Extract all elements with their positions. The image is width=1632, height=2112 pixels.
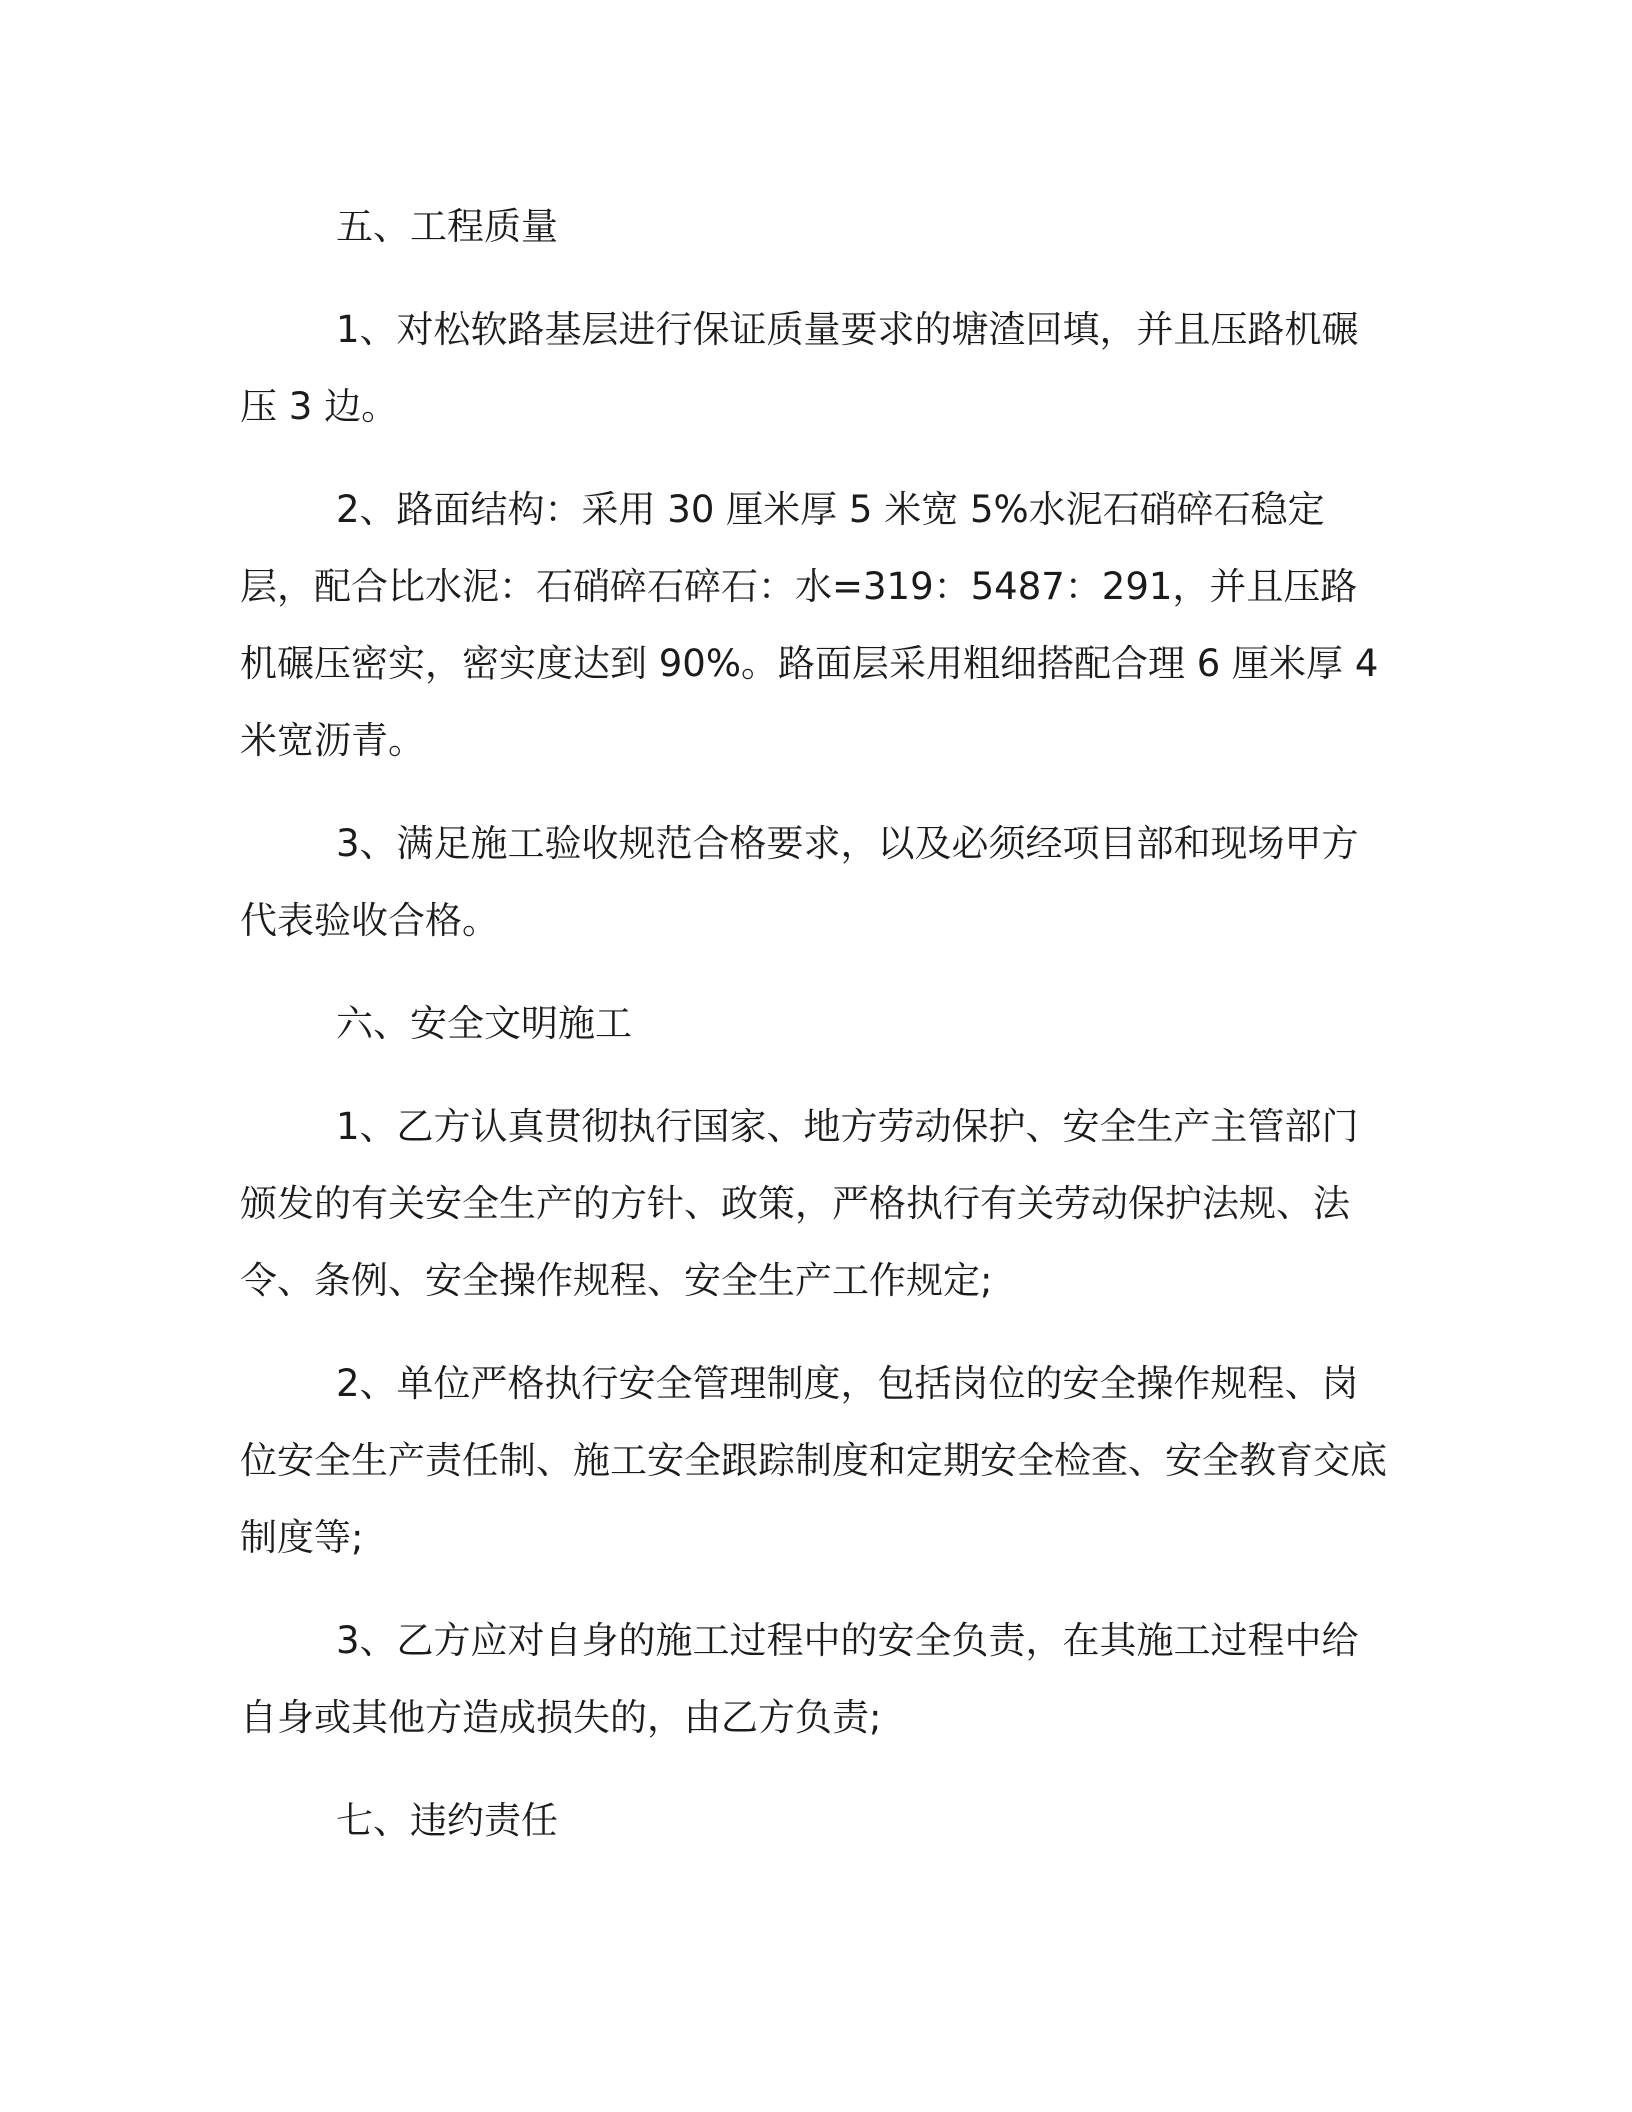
quality-item-1: 1、对松软路基层进行保证质量要求的塘渣回填，并且压路机碾压 3 边。 — [240, 308, 1359, 428]
quality-item-2: 2、路面结构：采用 30 厘米厚 5 米宽 5%水泥石硝碎石稳定层，配合比水泥：石硝碎石碎石：水=319：5487：291，并且压路机碾压密实，密实度达到 90%。路面层采用粗细搭配合理 6 厘米厚 4 米宽沥青。 — [240, 488, 1379, 762]
safety-item-1: 1、乙方认真贯彻执行国家、地方劳动保护、安全生产主管部门颁发的有关安全生产的方针、政策，严格执行有关劳动保护法规、法令、条例、安全操作规程、安全生产工作规定; — [240, 1105, 1359, 1302]
section-heading-safety: 六、安全文明施工 — [336, 1002, 632, 1045]
safety-item-2: 2、单位严格执行安全管理制度，包括岗位的安全操作规程、岗位安全生产责任制、施工安全跟踪制度和定期安全检查、安全教育交底制度等; — [240, 1362, 1387, 1559]
section-heading-liability: 七、违约责任 — [336, 1799, 558, 1842]
section-heading-quality: 五、工程质量 — [336, 205, 558, 248]
document-body — [240, 188, 1390, 1885]
safety-item-3: 3、乙方应对自身的施工过程中的安全负责，在其施工过程中给自身或其他方造成损失的，由乙方负责; — [240, 1619, 1359, 1739]
quality-item-3: 3、满足施工验收规范合格要求，以及必须经项目部和现场甲方代表验收合格。 — [240, 822, 1359, 942]
